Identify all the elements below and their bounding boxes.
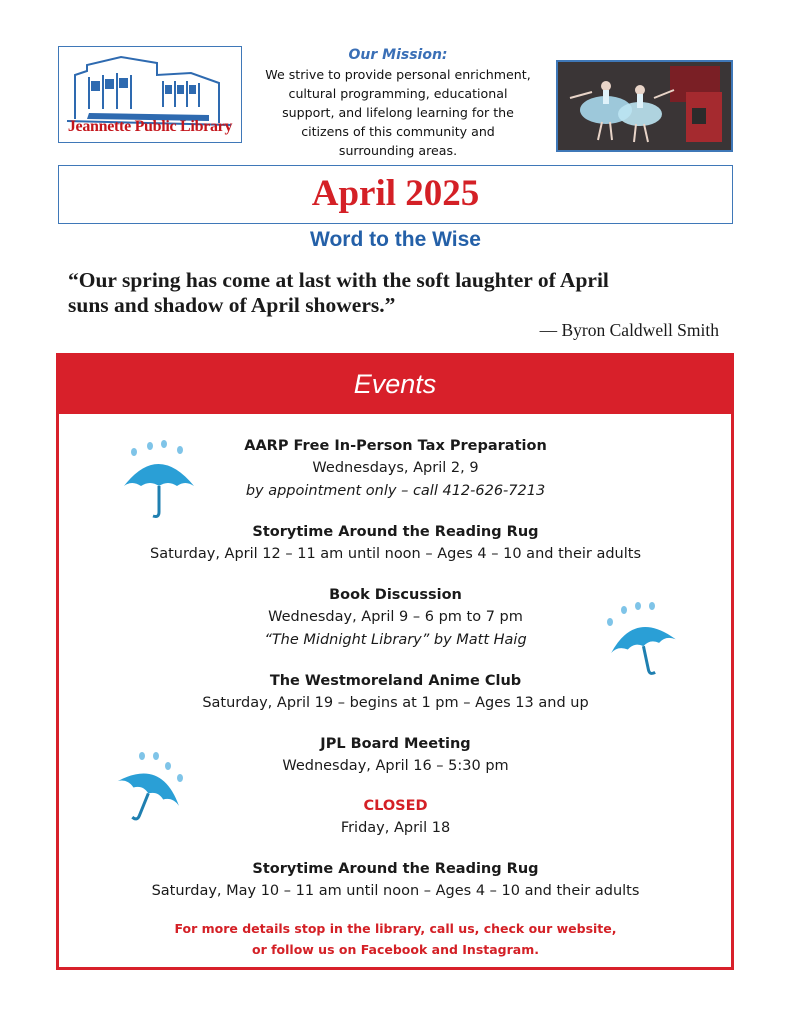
event-title: The Westmoreland Anime Club — [269, 673, 522, 689]
mission-line: citizens of this community and — [301, 124, 495, 139]
library-logo — [58, 46, 242, 143]
footer-note — [0, 918, 791, 960]
event-note: by appointment only – call 412-626-7213 — [245, 483, 546, 499]
event-date: Saturday, April 12 – 11 am until noon – Ages 4 – 10 and their adults — [149, 546, 642, 562]
event-title: Storytime Around the Reading Rug — [252, 524, 539, 540]
quote-line: suns and shadow of April showers.” — [68, 293, 396, 317]
umbrella-rain-icon — [604, 600, 680, 682]
events-header — [59, 356, 731, 414]
footer-line: or follow us on Facebook and Instagram. — [252, 942, 539, 957]
month-banner — [58, 165, 733, 224]
event-item — [0, 858, 791, 903]
mission-line: support, and lifelong learning for the — [282, 105, 514, 120]
event-note: “The Midnight Library” by Matt Haig — [264, 632, 527, 648]
mission-title: Our Mission: — [348, 47, 448, 63]
library-name: Jeannette Public Library — [67, 118, 233, 135]
event-title: Storytime Around the Reading Rug — [252, 861, 539, 877]
event-date: Friday, April 18 — [340, 820, 451, 836]
ballet-dancers-photo — [558, 62, 731, 150]
mission-line: cultural programming, educational — [288, 86, 508, 101]
mission-line: We strive to provide personal enrichment, — [265, 67, 531, 82]
umbrella-rain-icon — [120, 438, 200, 522]
event-date: Wednesday, April 16 – 5:30 pm — [282, 758, 509, 774]
event-date: Saturday, April 19 – begins at 1 pm – Ages 13 and up — [202, 695, 589, 711]
mission-line: surrounding areas. — [338, 143, 458, 158]
event-title: AARP Free In-Person Tax Preparation — [244, 438, 547, 454]
quote-author: — Byron Caldwell Smith — [539, 320, 719, 340]
event-title: JPL Board Meeting — [320, 736, 471, 752]
event-date: Saturday, May 10 – 11 am until noon – Ages 4 – 10 and their adults — [151, 883, 640, 899]
event-item — [0, 435, 791, 503]
events-title: Events — [353, 369, 437, 399]
quote — [68, 268, 728, 318]
closed-label: CLOSED — [363, 798, 428, 814]
event-date: Wednesday, April 9 – 6 pm to 7 pm — [268, 609, 523, 625]
mission-statement — [258, 46, 538, 160]
quote-line: “Our spring has come at last with the soft laughter of April — [68, 268, 609, 292]
month-title: April 2025 — [311, 173, 480, 214]
event-date: Wednesdays, April 2, 9 — [312, 460, 479, 476]
event-title: Book Discussion — [329, 587, 462, 603]
umbrella-rain-icon — [110, 748, 190, 828]
footer-line: For more details stop in the library, call us, check our website, — [174, 921, 617, 936]
word-to-the-wise-title: Word to the Wise — [310, 228, 481, 251]
event-item — [0, 521, 791, 566]
ballet-photo — [556, 60, 733, 152]
